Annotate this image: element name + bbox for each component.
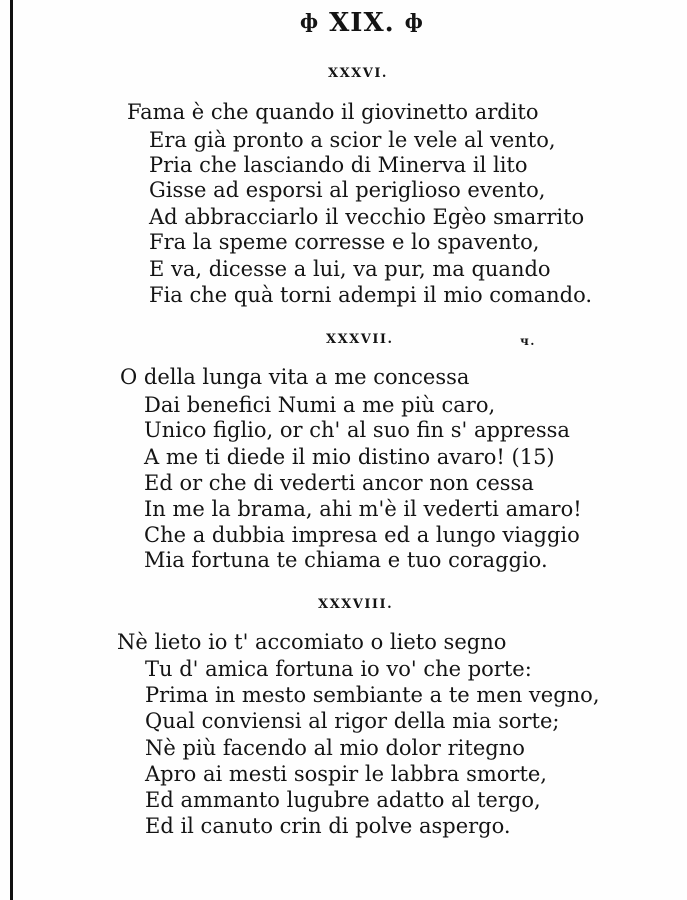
stanza-numeral: XXXVI. xyxy=(328,66,388,81)
verse-line: Ed or che di vederti ancor non cessa xyxy=(144,471,534,495)
stanza-numeral: XXXVIII. xyxy=(318,597,394,612)
verse-line: Ed ammanto lugubre adatto al tergo, xyxy=(145,788,541,812)
verse-line: E va, dicesse a lui, va pur, ma quando xyxy=(149,257,551,281)
verse-line: A me ti diede il mio distino avaro! (15) xyxy=(144,445,555,469)
verse-line: Gisse ad esporsi al periglioso evento, xyxy=(149,178,546,202)
verse-line: Mia fortuna te chiama e tuo coraggio. xyxy=(144,548,548,572)
verse-line: O della lunga vita a me concessa xyxy=(120,365,470,389)
verse-line: Pria che lasciando di Minerva il lito xyxy=(149,153,528,177)
verse-line: Fia che quà torni adempi il mio comando. xyxy=(149,283,593,307)
verse-line: In me la brama, ahi m'è il vederti amaro! xyxy=(144,497,582,521)
verse-line: Ad abbracciarlo il vecchio Egèo smarrito xyxy=(149,205,585,229)
stanza-numeral: XXXVII. xyxy=(326,332,394,347)
ornament-left: ф xyxy=(300,9,320,33)
verse-line: Fama è che quando il giovinetto ardito xyxy=(127,100,539,124)
ornament-right: ф xyxy=(404,9,424,33)
verse-line: Ed il canuto crin di polve aspergo. xyxy=(145,814,511,838)
page-number: XIX. xyxy=(329,8,395,38)
page-edge-rule xyxy=(10,0,13,900)
stray-print-mark: ч. xyxy=(520,334,536,348)
verse-line: Unico figlio, or ch' al suo fin s' appressa xyxy=(144,418,570,442)
verse-line: Era già pronto a scior le vele al vento, xyxy=(149,128,556,152)
verse-line: Nè più facendo al mio dolor ritegno xyxy=(145,736,525,760)
verse-line: Che a dubbia impresa ed a lungo viaggio xyxy=(144,523,580,547)
verse-line: Prima in mesto sembiante a te men vegno, xyxy=(145,683,600,707)
verse-line: Tu d' amica fortuna io vo' che porte: xyxy=(145,657,532,681)
verse-line: Nè lieto io t' accomiato o lieto segno xyxy=(117,630,507,654)
verse-line: Dai benefici Numi a me più caro, xyxy=(144,393,496,417)
verse-line: Fra la speme corresse e lo spavento, xyxy=(149,230,540,254)
page-header xyxy=(300,8,424,38)
verse-line: Apro ai mesti sospir le labbra smorte, xyxy=(145,762,547,786)
verse-line: Qual conviensi al rigor della mia sorte; xyxy=(145,709,560,733)
